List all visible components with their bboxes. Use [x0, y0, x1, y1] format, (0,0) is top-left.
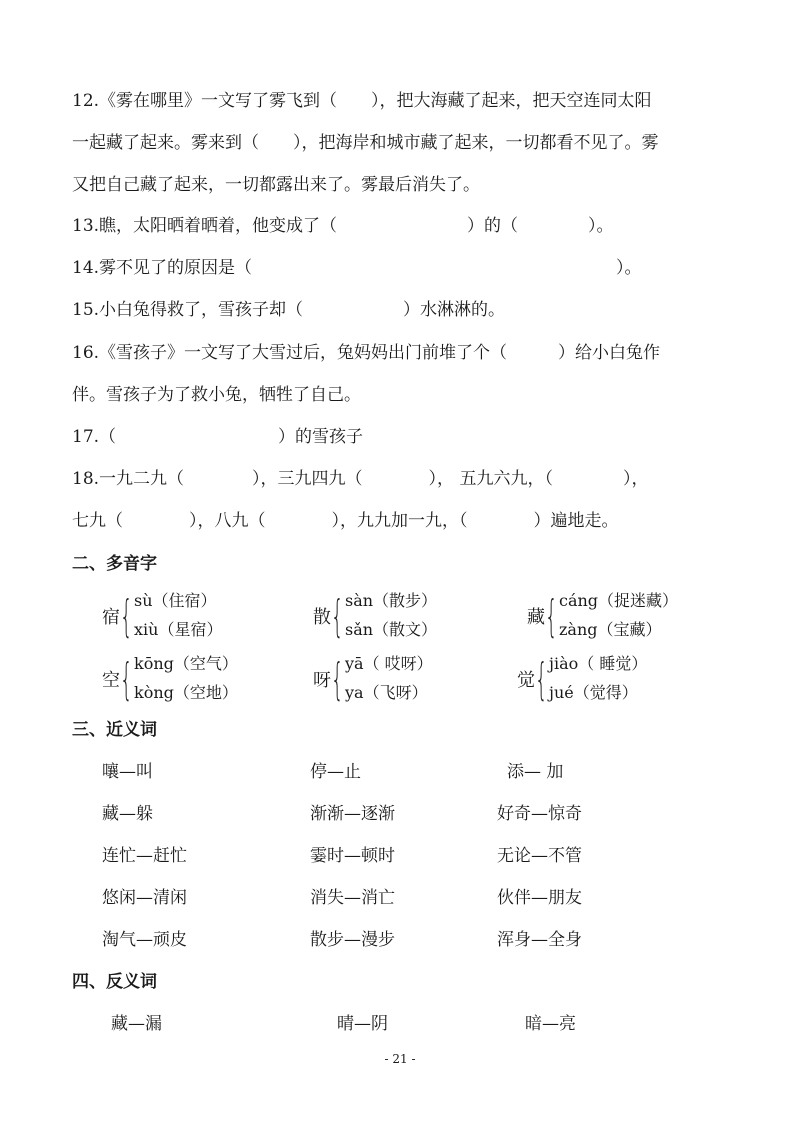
brace-icon: {	[331, 591, 344, 642]
polyphone-char: 藏	[527, 607, 545, 628]
brace-icon: {	[120, 654, 133, 705]
synonym-pair: 添— 加	[507, 762, 564, 782]
q18-l1-seg-2: ），三九四九（	[252, 469, 363, 489]
polyphone-reading: jué（觉得）	[549, 683, 638, 702]
q15-part-a: 15.小白兔得救了，雪孩子却（	[72, 300, 304, 320]
synonym-pair: 连忙—赶忙	[102, 846, 187, 866]
polyphone-reading: kòng（空地）	[134, 683, 238, 702]
polyphone-group	[527, 590, 717, 648]
polyphone-reading: yā（ 哎呀）	[345, 654, 433, 673]
polyphone-group	[517, 653, 707, 711]
synonym-pair: 无论—不管	[497, 846, 582, 866]
polyphone-reading: sàn（散步）	[345, 591, 438, 610]
polyphone-reading: cáng（捉迷藏）	[559, 591, 679, 610]
q18-l2-seg-3: ），九九加一九，（	[331, 511, 468, 531]
synonym-pair: 散步—漫步	[310, 930, 395, 950]
section-4-title: 四、反义词	[72, 972, 157, 992]
synonym-pair: 浑身—全身	[497, 930, 582, 950]
q15-part-b: ）水淋淋的。	[403, 300, 506, 320]
synonym-pair: 悠闲—清闲	[102, 888, 187, 908]
section-3-title: 三、近义词	[72, 720, 157, 740]
section-2-title: 二、多音字	[72, 554, 157, 574]
q13-part-a: 13.瞧，太阳晒着晒着，他变成了（	[72, 216, 338, 236]
q18-l1-seg-3: ）， 五九六九，（	[428, 469, 553, 489]
q18-l2-seg-2: ），八九（	[189, 511, 266, 531]
antonym-pair: 晴—阴	[337, 1014, 388, 1034]
synonym-pair: 伙伴—朋友	[497, 888, 582, 908]
polyphone-reading: kōng（空气）	[134, 654, 238, 673]
q13-part-c: ）。	[588, 216, 614, 236]
polyphone-reading: xiù（星宿）	[134, 620, 223, 639]
synonym-pair: 霎时—顿时	[310, 846, 395, 866]
question-18-line-1	[72, 467, 732, 491]
q18-l1-seg-4: ），	[622, 469, 649, 489]
synonym-pair: 停—止	[310, 762, 361, 782]
synonym-pair: 好奇—惊奇	[497, 804, 582, 824]
question-16-line-2: 伴。雪孩子为了救小兔，牺牲了自己。	[72, 385, 361, 405]
synonym-pair: 藏—躲	[102, 804, 153, 824]
synonym-pair: 消失—消亡	[310, 888, 395, 908]
antonym-pair: 暗—亮	[525, 1014, 576, 1034]
polyphone-char: 空	[102, 670, 120, 691]
page-number: - 21 -	[384, 1052, 416, 1066]
polyphone-group	[313, 590, 483, 648]
brace-icon: {	[120, 591, 133, 642]
polyphone-reading: jiào（ 睡觉）	[549, 654, 648, 673]
question-16-line-1: 16.《雪孩子》一文写了大雪过后，兔妈妈出门前堆了个（ ）给小白兔作	[72, 343, 661, 363]
question-17	[72, 425, 732, 449]
polyphone-reading: ya（飞呀）	[345, 683, 428, 702]
brace-icon: {	[535, 654, 548, 705]
polyphone-reading: sù（住宿）	[134, 591, 217, 610]
question-12-line-2: 一起藏了起来。雾来到（ ），把海岸和城市藏了起来，一切都看不见了。雾	[72, 133, 659, 153]
q17-part-b: ）的雪孩子	[278, 427, 364, 447]
question-13	[72, 214, 732, 238]
brace-icon: {	[545, 591, 558, 642]
antonym-pair: 藏—漏	[111, 1014, 162, 1034]
q13-part-b: ）的（	[467, 216, 519, 236]
polyphone-group	[102, 590, 272, 648]
q18-l1-seg-1: 18.一九二九（	[72, 469, 185, 489]
question-15	[72, 298, 732, 322]
synonym-pair: 嚷—叫	[102, 762, 153, 782]
brace-icon: {	[331, 654, 344, 705]
question-12-line-3: 又把自己藏了起来，一切都露出来了。雾最后消失了。	[72, 175, 480, 195]
question-18-line-2	[72, 509, 732, 533]
synonym-pair: 渐渐—逐渐	[310, 804, 395, 824]
synonym-pair: 淘气—顽皮	[102, 930, 187, 950]
question-12-line-1: 12.《雾在哪里》一文写了雾飞到（ ），把大海藏了起来，把天空连同太阳	[72, 91, 652, 111]
polyphone-reading: sǎn（散文）	[345, 620, 438, 639]
polyphone-char: 宿	[102, 607, 120, 628]
polyphone-group	[313, 653, 483, 711]
q14-part-b: ）。	[616, 258, 642, 278]
question-14	[72, 256, 732, 280]
polyphone-char: 呀	[313, 670, 331, 691]
q14-part-a: 14.雾不见了的原因是（	[72, 258, 253, 278]
polyphone-char: 觉	[517, 670, 535, 691]
polyphone-reading: zàng（宝藏）	[559, 620, 662, 639]
q18-l2-seg-4: ）遍地走。	[533, 511, 619, 531]
q18-l2-seg-1: 七九（	[72, 511, 123, 531]
polyphone-group	[102, 653, 272, 711]
q17-part-a: 17.（	[72, 427, 117, 447]
polyphone-char: 散	[313, 607, 331, 628]
